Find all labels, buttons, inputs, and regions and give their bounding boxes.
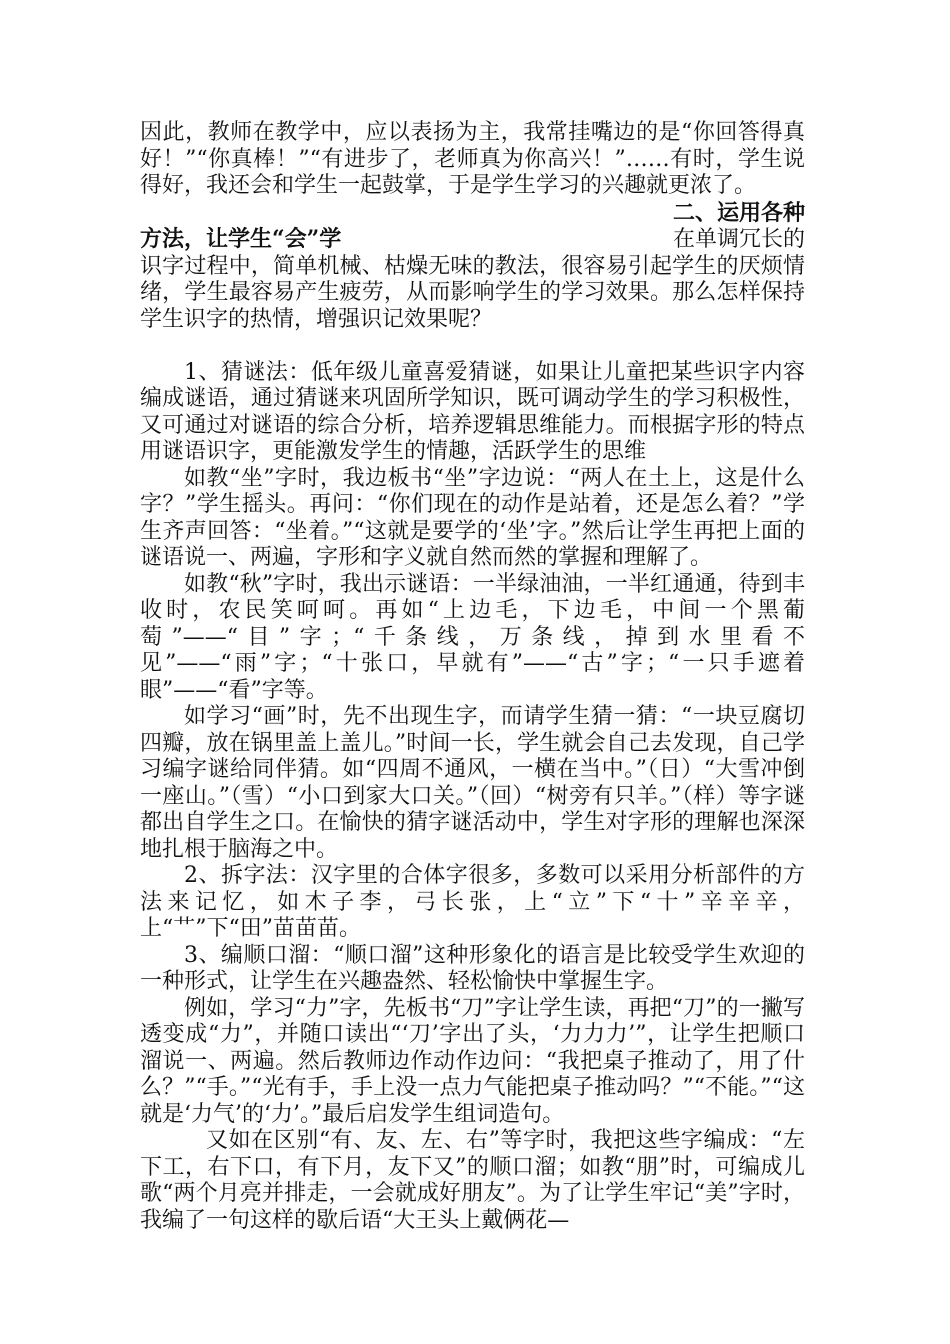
paragraph-method-riddle: 1、猜谜法：低年级儿童喜爱猜谜，如果让儿童把某些识字内容编成谜语，通过猜谜来巩固所学知识，既可调动学生的学习积极性，又可通过对谜语的综合分析，培养逻辑思维能力。而根据字形的特点用谜语识字，更能激发学生的情趣，活跃学生的思维 [140,359,805,464]
section-heading-row [140,200,805,227]
section-heading-part1: 二、运用各种 [672,199,805,226]
paragraph-method-rhyme: 3、编顺口溜：“顺口溜”这种形象化的语言是比较受学生欢迎的一种形式，让学生在兴趣盎然、轻松愉快中掌握生字。 [140,942,805,994]
paragraph-example-you: 又如在区别“有、友、左、右”等字时，我把这些字编成：“左下工，右下口，有下月，友下又”的顺口溜；如教“朋”时，可编成儿歌“两个月亮并排走，一会就成好朋友”。为了让学生牢记“美”字时，我编了一句这样的歇后语“大王头上戴俩花— [140,1128,805,1233]
section-heading-part2: 方法，让学生“会”学 [140,226,342,252]
paragraph-example-zuo: 如教“坐”字时，我边板书“坐”字边说：“两人在土上，这是什么字？”学生摇头。再问：“你们现在的动作是站着，还是怎么着？”学生齐声回答：“坐着。”“这就是要学的‘坐’字。”然后让学生再把上面的谜语说一、两遍，字形和字义就自然而然的掌握和理解了。 [140,465,805,570]
paragraph-method-split: 2、拆字法：汉字里的合体字很多，多数可以采用分析部件的方法来记忆，如木子李，弓长张，上“立”下“十”辛辛辛，上“艹”下“田”苗苗苗。 [140,863,805,941]
blank-line [140,333,805,360]
paragraph-intro-lead: 在单调冗长的 [672,227,805,252]
paragraph-example-li: 例如，学习“力”字，先板书“刀”字让学生读，再把“刀”的一撇写透变成“力”，并随口读出“‘刀’字出了头，‘力力力’”，让学生把顺口溜说一、两遍。然后教师边作动作边问：“我把桌子推动了，用了什么？”“手。”“光有手，手上没一点力气能把桌子推动吗？”“不能。”“这就是‘力气’的‘力’。”最后启发学生组词造句。 [140,995,805,1127]
paragraph-intro-methods: 识字过程中，简单机械、枯燥无味的教法，很容易引起学生的厌烦情绪，学生最容易产生疲劳，从而影响学生的学习效果。那么怎样保持学生识字的热情，增强识记效果呢？ [140,253,805,332]
paragraph-example-hua: 如学习“画”时，先不出现生字，而请学生猜一猜：“一块豆腐切四瓣，放在锅里盖上盖儿。”时间一长，学生就会自己去发现，自己学习编字谜给同伴猜。如“四周不通风，一横在当中。”（日）“大雪冲倒一座山。”（雪）“小口到家大口关。”（回）“树旁有只羊。”（样）等字谜都出自学生之口。在愉快的猜字谜活动中，学生对字形的理解也深深地扎根于脑海之中。 [140,704,805,862]
paragraph-example-qiu: 如教“秋”字时，我出示谜语：一半绿油油，一半红通通，待到丰收时，农民笑呵呵。再如“上边毛，下边毛，中间一个黑葡萄”——“目”字；“千条线，万条线，掉到水里看不见”——“雨”字；“十张口，早就有”——“古”字；“一只手遮着眼”——“看”字等。 [140,571,805,703]
document-page [140,120,805,1234]
paragraph-intro-praise: 因此，教师在教学中，应以表扬为主，我常挂嘴边的是“你回答得真好！”“你真棒！”“有进步了，老师真为你高兴！”……有时，学生说得好，我还会和学生一起鼓掌，于是学生学习的兴趣就更浓了。 [140,120,805,198]
section-heading-row-2 [140,226,805,254]
